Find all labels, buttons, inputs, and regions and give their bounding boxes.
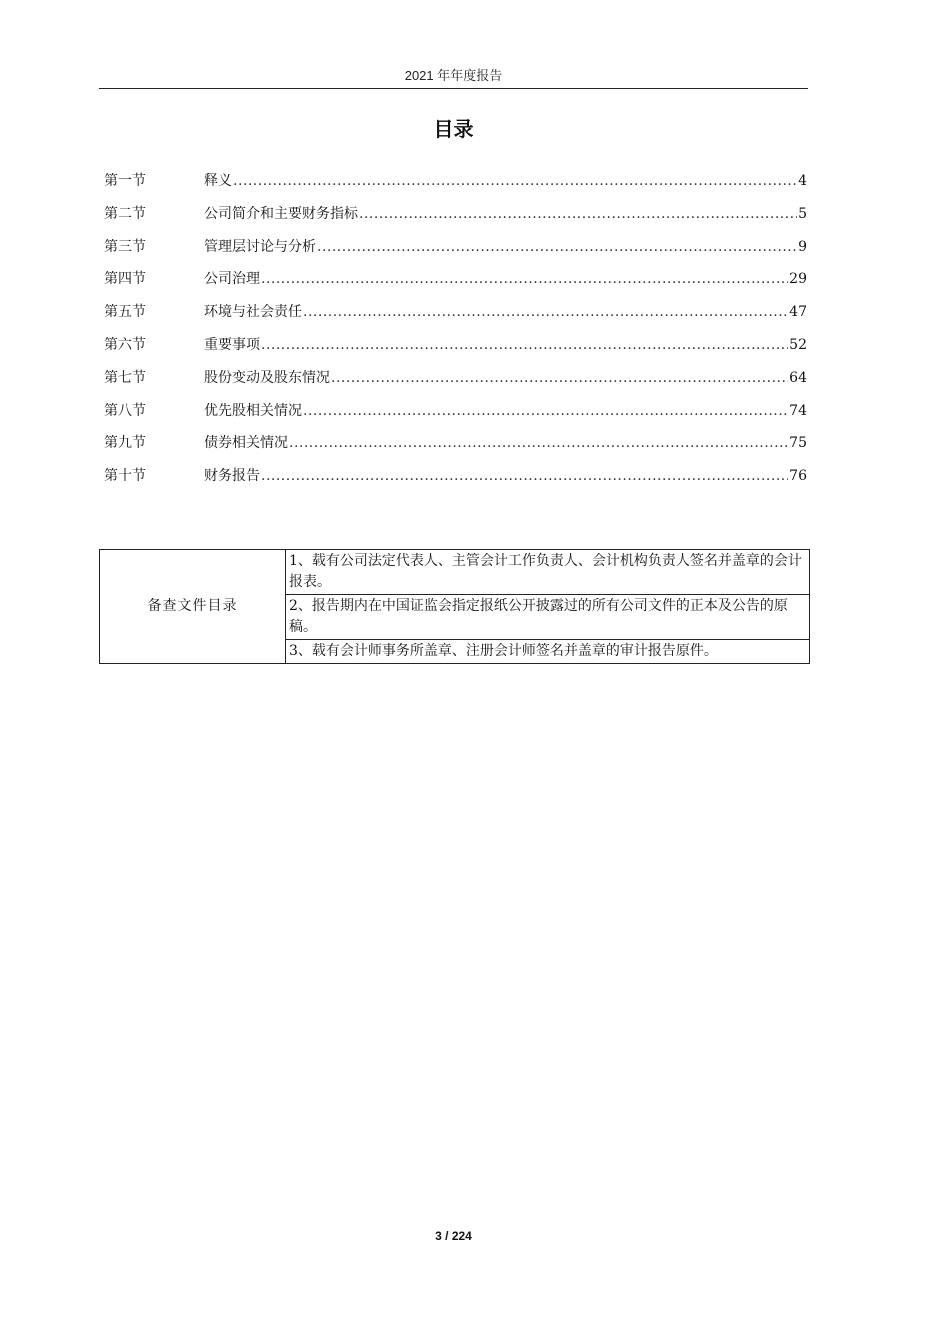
toc-leader-dots: [289, 435, 788, 451]
toc-leader-dots: [317, 239, 797, 255]
toc-section-number: 第五节: [104, 304, 146, 321]
toc-section-title: 环境与社会责任: [204, 304, 302, 321]
toc-section-number: 第二节: [104, 205, 146, 222]
reference-document-item: 3、载有会计师事务所盖章、注册会计师签名并盖章的审计报告原件。: [286, 640, 810, 664]
toc-section-title: 优先股相关情况: [204, 402, 302, 419]
toc-section-title: 财务报告: [204, 468, 260, 485]
toc-entry[interactable]: [104, 334, 807, 367]
page-number-footer: 3 / 224: [435, 1229, 472, 1243]
toc-section-number: 第十节: [104, 468, 146, 485]
toc-section-title: 管理层讨论与分析: [204, 238, 316, 255]
toc-section-number: 第六节: [104, 336, 146, 353]
toc-section-title: 公司简介和主要财务指标: [204, 205, 358, 222]
toc-leader-dots: [233, 173, 797, 189]
toc-section-number: 第三节: [104, 238, 146, 255]
toc-page-number: 76: [789, 468, 807, 485]
toc-page-number: 5: [798, 205, 807, 222]
page-header: 2021 年年度报告: [404, 68, 503, 83]
toc-entry[interactable]: [104, 170, 807, 203]
toc-leader-dots: [331, 370, 788, 386]
toc-section-title: 股份变动及股东情况: [204, 369, 330, 386]
toc-entry[interactable]: [104, 465, 807, 498]
toc-page-number: 52: [789, 336, 807, 353]
toc-leader-dots: [359, 206, 797, 222]
toc-section-title: 重要事项: [204, 336, 260, 353]
toc-section-number: 第八节: [104, 402, 146, 419]
toc-entry[interactable]: [104, 367, 807, 400]
toc-page-number: 4: [798, 173, 807, 189]
toc-page-number: 9: [798, 238, 807, 255]
toc-page-number: 64: [789, 369, 807, 386]
table-row: [100, 550, 810, 595]
toc-leader-dots: [261, 337, 788, 353]
toc-entry[interactable]: [104, 236, 807, 269]
toc-page-number: 74: [789, 402, 807, 419]
reference-document-item: 1、载有公司法定代表人、主管会计工作负责人、会计机构负责人签名并盖章的会计报表。: [286, 550, 810, 595]
page-title: 目录: [433, 117, 474, 141]
toc-section-title: 债券相关情况: [204, 435, 288, 452]
toc-section-title: 释义: [204, 173, 232, 189]
toc-section-number: 第七节: [104, 369, 146, 386]
toc-leader-dots: [261, 271, 788, 287]
toc-page-number: 29: [789, 271, 807, 288]
toc-entry[interactable]: [104, 203, 807, 236]
toc-entry[interactable]: [104, 268, 807, 301]
toc-section-number: 第四节: [104, 271, 146, 288]
reference-documents-label: 备查文件目录: [100, 550, 286, 664]
toc-page-number: 47: [789, 304, 807, 321]
toc-leader-dots: [261, 468, 788, 484]
toc-leader-dots: [303, 403, 788, 419]
table-of-contents: [104, 170, 807, 498]
toc-leader-dots: [303, 304, 788, 320]
header-divider: [99, 88, 808, 89]
reference-documents-table: [99, 549, 810, 664]
toc-entry[interactable]: [104, 301, 807, 334]
reference-document-item: 2、报告期内在中国证监会指定报纸公开披露过的所有公司文件的正本及公告的原稿。: [286, 595, 810, 640]
toc-entry[interactable]: [104, 432, 807, 465]
toc-section-title: 公司治理: [204, 271, 260, 288]
toc-section-number: 第九节: [104, 435, 146, 452]
toc-page-number: 75: [789, 435, 807, 452]
toc-entry[interactable]: [104, 400, 807, 433]
toc-section-number: 第一节: [104, 173, 146, 189]
